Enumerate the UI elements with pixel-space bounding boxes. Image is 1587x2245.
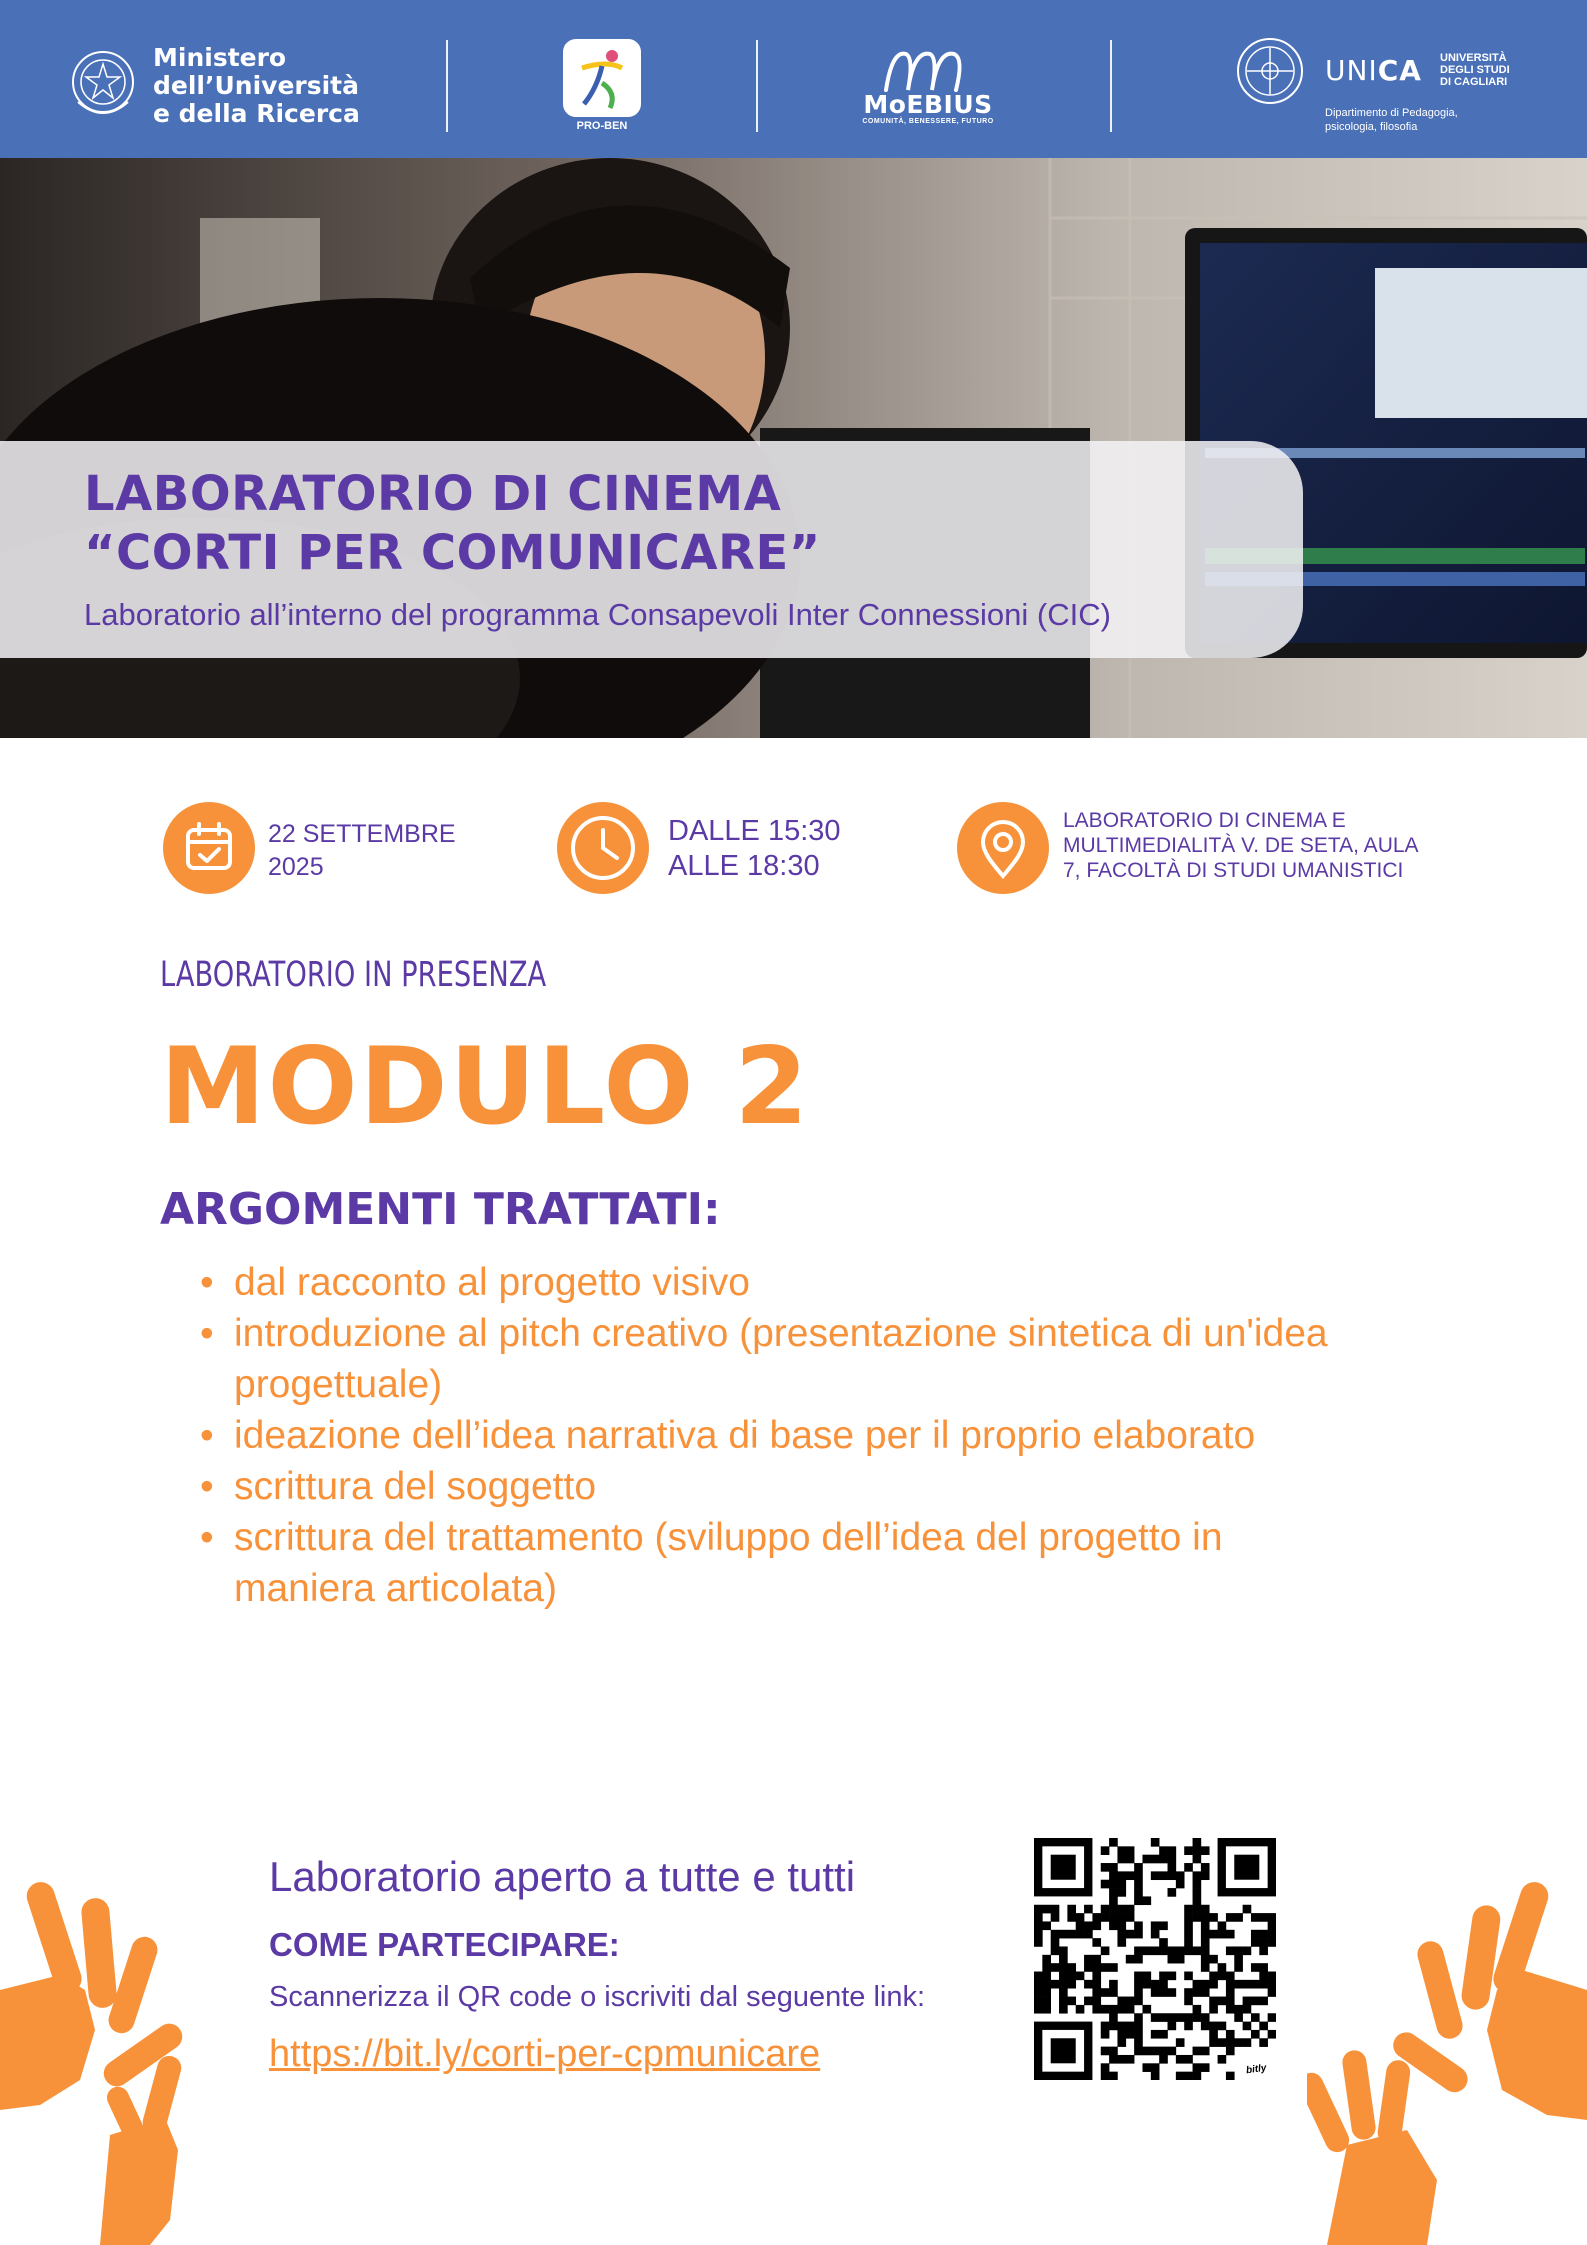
unica-university-name: UNIVERSITÀ DEGLI STUDI DI CAGLIARI [1440, 52, 1510, 88]
event-title-quote: “CORTI PER COMUNICARE” [84, 525, 821, 581]
hand-icon [0, 1880, 190, 2245]
header-divider [1110, 40, 1112, 132]
list-item: • dal racconto al progetto visivo [200, 1261, 750, 1304]
list-item: • ideazione dell’idea narrativa di base per il proprio elaborato [200, 1414, 1256, 1457]
registration-link[interactable]: https://bit.ly/corti-per-cpmunicare [269, 2033, 821, 2075]
header-divider [446, 40, 448, 132]
attendance-mode: LABORATORIO IN PRESENZA [160, 955, 547, 995]
event-date: 22 SETTEMBRE 2025 [268, 820, 456, 881]
moebius-name: MoEBIUS [863, 90, 993, 119]
header-bar [0, 0, 1587, 158]
location-pin-icon [957, 802, 1049, 894]
open-to-all: Laboratorio aperto a tutte e tutti [269, 1853, 856, 1900]
topics-heading: ARGOMENTI TRATTATI: [160, 1184, 721, 1235]
event-time: DALLE 15:30 ALLE 18:30 [668, 815, 841, 882]
unica-logo: UNICA [1325, 54, 1422, 87]
ministero-name: Ministero dell’Università e della Ricerca [153, 43, 360, 128]
moebius-tagline: COMUNITÀ, BENESSERE, FUTURO [862, 118, 994, 125]
unica-department: Dipartimento di Pedagogia, psicologia, filosofia [1325, 107, 1458, 133]
header-divider [756, 40, 758, 132]
moebius-icon [878, 44, 978, 96]
module-title: MODULO 2 [160, 1025, 811, 1148]
event-subtitle: Laboratorio all’interno del programma Consapevoli Inter Connessioni (CIC) [84, 597, 1111, 632]
clock-icon [557, 802, 649, 894]
qr-badge: bitly [1245, 2062, 1268, 2077]
list-item: • scrittura del trattamento (sviluppo dell’idea del progetto in maniera articolata) [200, 1516, 1223, 1610]
list-item: • introduzione al pitch creativo (presentazione sintetica di un'idea progettuale) [200, 1312, 1328, 1406]
list-item: • scrittura del soggetto [200, 1465, 597, 1508]
event-location: LABORATORIO DI CINEMA E MULTIMEDIALITÀ V. DE SETA, AULA 7, FACOLTÀ DI STUDI UMANISTICI [1063, 809, 1419, 882]
emblem-icon [68, 44, 138, 124]
qr-code[interactable] [1034, 1838, 1276, 2080]
how-to-join-heading: COME PARTECIPARE: [269, 1926, 620, 1963]
proben-label: PRO-BEN [576, 120, 628, 132]
university-seal-icon [1235, 36, 1305, 106]
registration-instructions: Scannerizza il QR code o iscriviti dal seguente link: [269, 1981, 926, 2013]
event-title: LABORATORIO DI CINEMA [84, 466, 782, 522]
topics-list [198, 1257, 1358, 1614]
hand-icon [1307, 1880, 1587, 2245]
calendar-icon [163, 802, 255, 894]
